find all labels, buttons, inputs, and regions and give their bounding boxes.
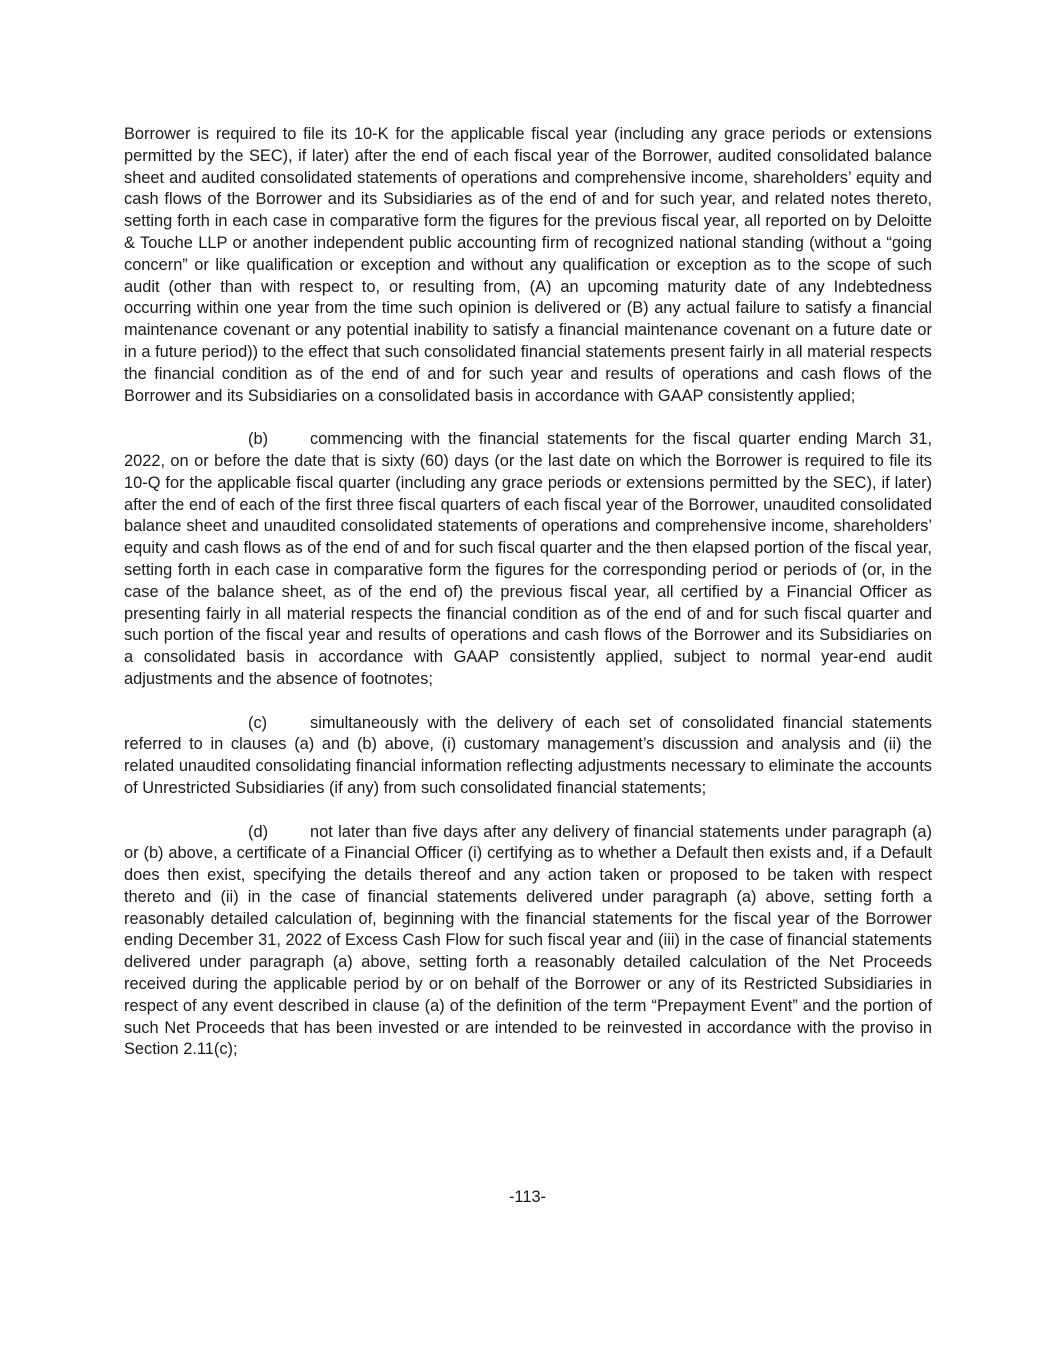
paragraph-label: (d) bbox=[248, 822, 269, 841]
paragraph-text: not later than five days after any delivery of financial statements under paragraph (a) or (b) above, a certificate of a Financial Officer (i) certifying as to whether a Default then exists and, if a Default does then exist, specifying the details thereof and any action taken or proposed to be taken with respect thereto and (ii) in the case of financial statements delivered under paragraph (a) above, setting forth a reasonably detailed calculation of, beginning with the financial statements for the fiscal year of the Borrower ending December 31, 2022 of Excess Cash Flow for such fiscal year and (iii) in the case of financial statements delivered under paragraph (a) above, setting forth a reasonably detailed calculation of the Net Proceeds received during the applicable period by or on behalf of the Borrower or any of its Restricted Subsidiaries in respect of any event described in clause (a) of the definition of the term “Prepayment Event” and the portion of such Net Proceeds that has been invested or are intended to be reinvested in accordance with the proviso in Section 2.11(c); bbox=[124, 822, 932, 1059]
page-number: -113- bbox=[508, 1188, 547, 1206]
paragraph-b bbox=[124, 429, 932, 691]
paragraph-continuation bbox=[124, 124, 932, 407]
paragraph-text: simultaneously with the delivery of each set of consolidated financial statements referred to in clauses (a) and (b) above, (i) customary management’s discussion and analysis and (ii) the related unaudited consolidating financial information reflecting adjustments necessary to eliminate the accounts of Unrestricted Subsidiaries (if any) from such consolidated financial statements; bbox=[124, 713, 932, 797]
paragraph-d bbox=[124, 822, 932, 1062]
paragraph-text: Borrower is required to file its 10-K for the applicable fiscal year (including any grace periods or extensions permitted by the SEC), if later) after the end of each fiscal year of the Borrower, audited consolidated balance sheet and audited consolidated statements of operations and comprehensive income, shareholders’ equity and cash flows of the Borrower and its Subsidiaries as of the end of and for such year, and related notes thereto, setting forth in each case in comparative form the figures for the previous fiscal year, all reported on by Deloitte & Touche LLP or another independent public accounting firm of recognized national standing (without a “going concern” or like qualification or exception and without any qualification or exception as to the scope of such audit (other than with respect to, or resulting from, (A) an upcoming maturity date of any Indebtedness occurring within one year from the time such opinion is delivered or (B) any actual failure to satisfy a financial maintenance covenant or any potential inability to satisfy a financial maintenance covenant on a future date or in a future period)) to the effect that such consolidated financial statements present fairly in all material respects the financial condition as of the end of and for such year and results of operations and cash flows of the Borrower and its Subsidiaries on a consolidated basis in accordance with GAAP consistently applied; bbox=[124, 125, 932, 405]
paragraph-label: (c) bbox=[248, 713, 268, 732]
paragraph-c bbox=[124, 713, 932, 800]
paragraph-label: (b) bbox=[248, 430, 269, 449]
paragraph-text: commencing with the financial statements for the fiscal quarter ending March 31, 2022, on or before the date that is sixty (60) days (or the last date on which the Borrower is required to file its 10-Q for the applicable fiscal quarter (including any grace periods or extensions permitted by the SEC), if later) after the end of each of the first three fiscal quarters of each fiscal year of the Borrower, unaudited consolidated balance sheet and unaudited consolidated statements of operations and comprehensive income, shareholders’ equity and cash flows as of the end of and for such fiscal quarter and the then elapsed portion of the fiscal year, setting forth in each case in comparative form the figures for the corresponding period or periods of (or, in the case of the balance sheet, as of the end of) the previous fiscal year, all certified by a Financial Officer as presenting fairly in all material respects the financial condition as of the end of and for such fiscal quarter and such portion of the fiscal year and results of operations and cash flows of the Borrower and its Subsidiaries on a consolidated basis in accordance with GAAP consistently applied, subject to normal year-end audit adjustments and the absence of footnotes; bbox=[124, 430, 932, 688]
document-body bbox=[124, 124, 932, 1083]
